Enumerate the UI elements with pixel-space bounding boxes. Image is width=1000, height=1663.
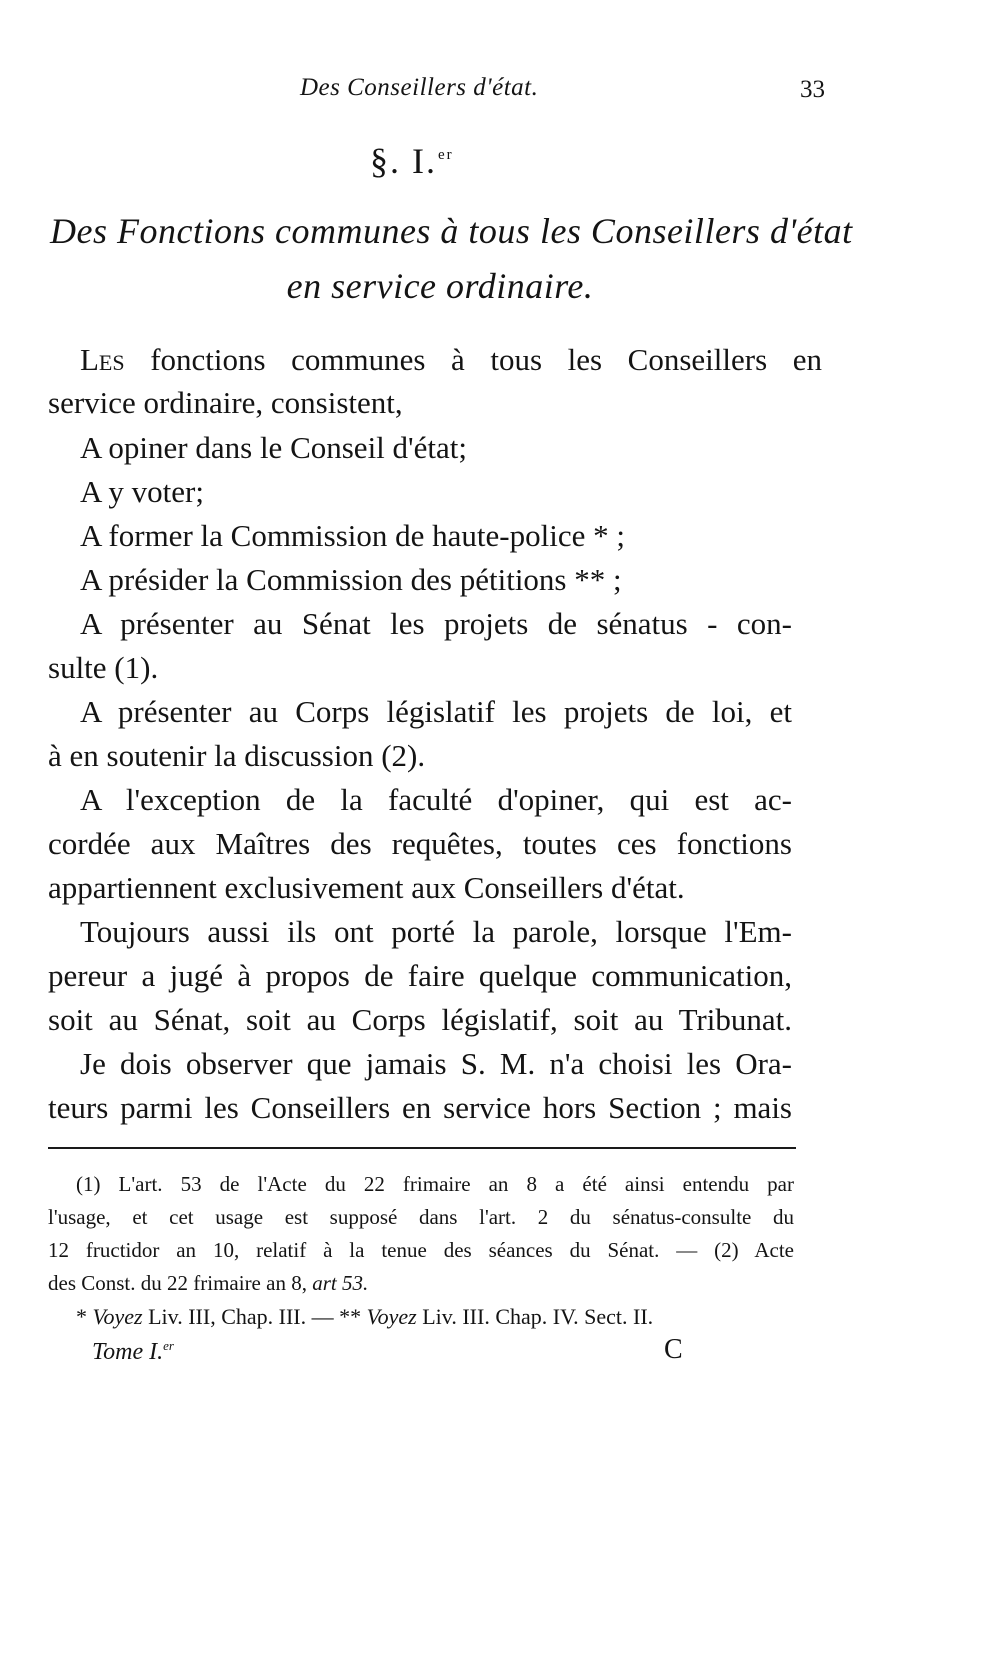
tome-text: Tome I.	[92, 1339, 164, 1365]
section-title-line-2: en service ordinaire.	[286, 266, 594, 306]
body-line-9: A présenter au Corps législatif les projets de loi, et	[80, 694, 792, 729]
body-line-2: service ordinaire, consistent,	[48, 385, 403, 420]
ref-star-2: **	[339, 1304, 367, 1329]
body-line-15: pereur a jugé à propos de faire quelque communication,	[48, 958, 792, 993]
ref-text-2: Liv. III. Chap. IV. Sect. II.	[416, 1304, 654, 1329]
footnote-article-ref: art 53.	[312, 1271, 369, 1295]
body-line-10: à en soutenir la discussion (2).	[48, 738, 426, 773]
section-mark	[370, 140, 454, 182]
section-mark-text: §. I.	[370, 141, 437, 181]
signature-letter: C	[664, 1334, 683, 1365]
drop-word: Les	[80, 342, 125, 377]
footnote-line-2: l'usage, et cet usage est supposé dans l'art. 2 du sénatus-consulte du	[48, 1205, 794, 1229]
body-line-8: sulte (1).	[48, 650, 159, 685]
footnote-line-1: (1) L'art. 53 de l'Acte du 22 frimaire an 8 a été ainsi entendu par	[76, 1172, 794, 1196]
page-number: 33	[800, 76, 825, 103]
body-line-1	[80, 340, 822, 380]
section-title-line-1: Des Fonctions communes à tous les Conseillers d'état	[50, 211, 853, 251]
body-line-3: A opiner dans le Conseil d'état;	[80, 430, 467, 465]
footnote-line-3: 12 fructidor an 10, relatif à la tenue des séances du Sénat. — (2) Acte	[48, 1238, 794, 1262]
body-line-13: appartiennent exclusivement aux Conseillers d'état.	[48, 870, 685, 905]
tome-superscript: er	[163, 1338, 174, 1353]
section-mark-superscript: er	[438, 147, 454, 163]
body-line-6: A présider la Commission des pétitions ** ;	[80, 562, 622, 597]
running-head: Des Conseillers d'état.	[300, 74, 539, 101]
body-line-4: A y voter;	[80, 474, 204, 509]
body-line-14: Toujours aussi ils ont porté la parole, lorsque l'Em-	[80, 914, 792, 949]
footnote-line-4	[48, 1269, 368, 1297]
body-line-5: A former la Commission de haute-police * ;	[80, 518, 625, 553]
tome-signature	[92, 1338, 174, 1366]
footnote-rule	[48, 1147, 796, 1149]
footnote-line-4-text: des Const. du 22 frimaire an 8,	[48, 1271, 313, 1295]
ref-voyez-1: Voyez	[92, 1304, 143, 1329]
body-line-16: soit au Sénat, soit au Corps législatif, soit au Tribunat.	[48, 1002, 792, 1037]
ref-text-1: Liv. III, Chap. III. —	[142, 1304, 340, 1329]
body-line-11: A l'exception de la faculté d'opiner, qui est ac-	[80, 782, 792, 817]
ref-voyez-2: Voyez	[366, 1304, 417, 1329]
body-line-1-rest: fonctions communes à tous les Conseillers en	[124, 342, 822, 377]
body-line-18: teurs parmi les Conseillers en service hors Section ; mais	[48, 1090, 792, 1125]
cross-reference-line	[76, 1303, 653, 1331]
ref-star-1: *	[76, 1304, 93, 1329]
body-line-17: Je dois observer que jamais S. M. n'a choisi les Ora-	[80, 1046, 792, 1081]
body-line-7: A présenter au Sénat les projets de sénatus - con-	[80, 606, 792, 641]
body-line-12: cordée aux Maîtres des requêtes, toutes ces fonctions	[48, 826, 792, 861]
